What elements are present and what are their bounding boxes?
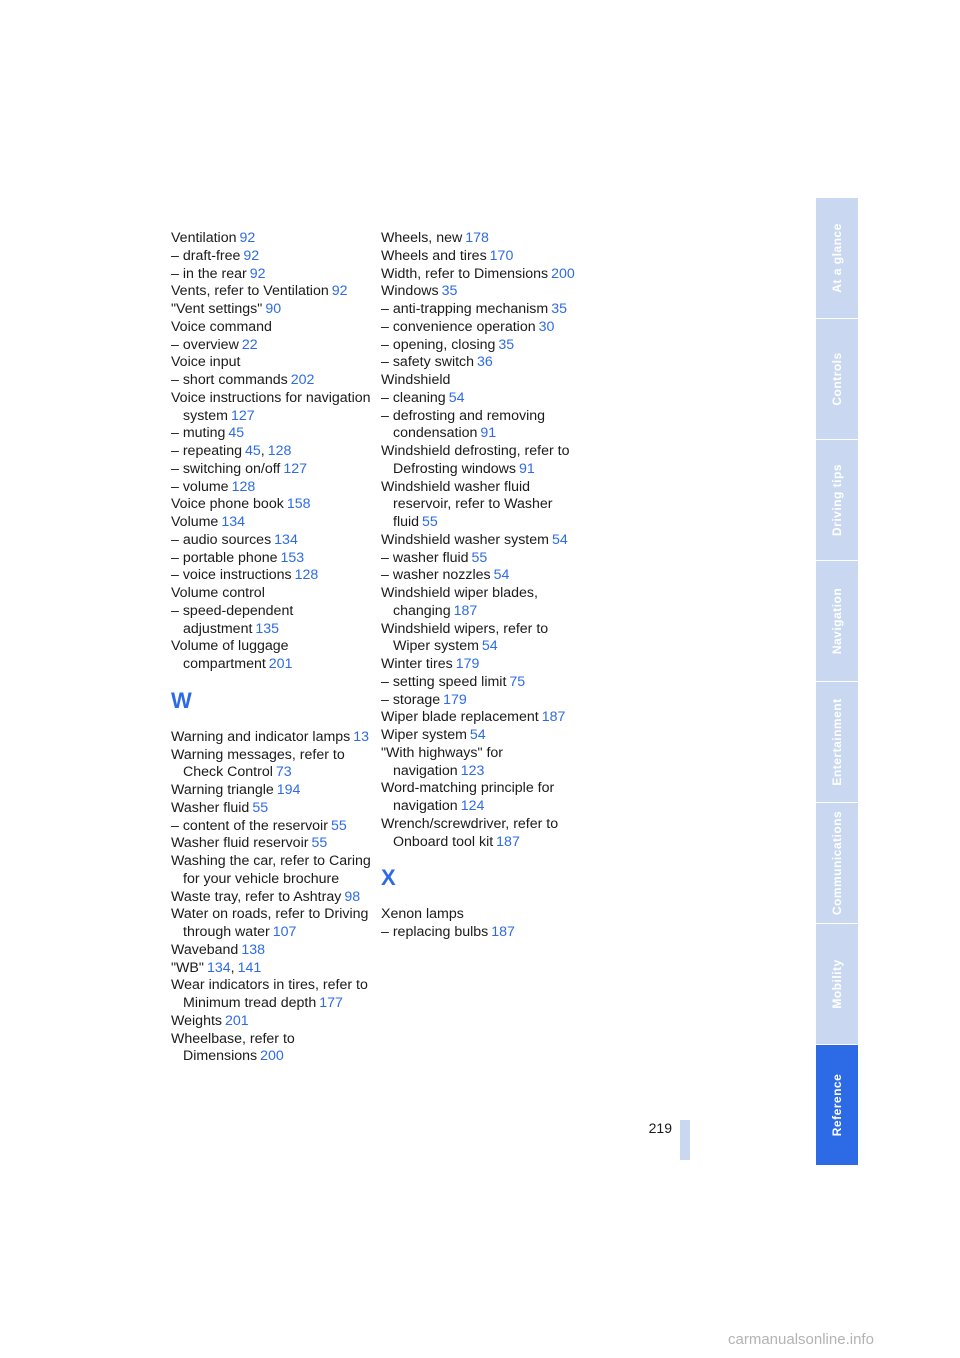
index-entry <box>171 283 371 301</box>
entry-text: Wear indicators in tires, refer to Minimum tread depth <box>171 977 368 1011</box>
tab-entertainment[interactable] <box>816 682 858 802</box>
entry-text: – replacing bulbs <box>381 924 489 940</box>
index-entry <box>171 390 371 426</box>
tab-label: Mobility <box>830 959 844 1009</box>
page-link[interactable]: 187 <box>453 602 478 619</box>
tab-label: At a glance <box>830 223 844 293</box>
page-link[interactable]: 54 <box>493 567 510 584</box>
entry-text: Windshield <box>381 372 451 388</box>
page-link[interactable]: 127 <box>230 407 255 424</box>
index-entry <box>381 656 581 674</box>
entry-text: – draft-free <box>171 247 241 264</box>
page-link[interactable]: 107 <box>272 924 297 940</box>
entry-text: Washer fluid <box>171 799 250 816</box>
entry-text: Waste tray, refer to Ashtray <box>171 888 342 905</box>
index-column-2 <box>381 230 581 942</box>
index-entry <box>381 319 581 337</box>
index-entry <box>171 532 371 550</box>
tab-label: Reference <box>830 1073 844 1137</box>
entry-text: – content of the reservoir <box>171 817 328 834</box>
index-entry <box>171 889 371 907</box>
index-entry <box>171 585 371 603</box>
page-link[interactable]: 128 <box>231 478 256 495</box>
page-link[interactable]: 98 <box>344 888 361 905</box>
index-entry <box>381 248 581 266</box>
index-entry <box>381 301 581 319</box>
index-entry <box>171 319 371 337</box>
index-entry <box>381 924 581 942</box>
page-link[interactable]: 73 <box>275 764 292 781</box>
index-entry <box>381 230 581 248</box>
index-entry <box>381 266 581 284</box>
entry-text: Width, refer to Dimensions <box>381 265 549 282</box>
index-entry <box>171 603 371 639</box>
page-link[interactable]: 55 <box>311 835 328 852</box>
index-entry <box>171 266 371 284</box>
page-link[interactable]: 153 <box>280 549 305 566</box>
entry-text: Wrench/screwdriver, refer to Onboard tool kit <box>381 815 559 850</box>
tab-label: Communications <box>830 810 844 916</box>
entry-text: Windows <box>381 283 439 300</box>
page-link[interactable]: 134 <box>274 531 298 548</box>
entry-text: Washer fluid reservoir <box>171 835 309 852</box>
entry-text: Voice command <box>171 318 272 335</box>
index-entry <box>171 729 371 747</box>
index-entry <box>171 747 371 783</box>
page-link[interactable]: 202 <box>290 372 315 388</box>
index-entry <box>171 1013 371 1031</box>
entry-text: "With highways" for navigation <box>381 744 504 779</box>
tab-at-a-glance[interactable] <box>816 198 858 318</box>
page-link[interactable]: 200 <box>260 1048 284 1065</box>
index-entry <box>381 283 581 301</box>
page-link[interactable]: 200 <box>551 265 575 282</box>
page-link[interactable]: 90 <box>265 301 282 317</box>
page-link[interactable]: 177 <box>319 995 343 1011</box>
entry-text: Word-matching principle for navigation <box>381 780 555 814</box>
page-link[interactable]: 75 <box>509 673 526 690</box>
index-entry: "WB" 134, 141 <box>171 959 262 976</box>
tab-label: Driving tips <box>830 463 844 537</box>
entry-text: Windshield washer fluid reservoir, refer to Washer fluid <box>381 478 553 530</box>
index-entry <box>381 906 581 924</box>
page-link[interactable]: 55 <box>471 549 488 566</box>
index-entry <box>171 567 371 585</box>
entry-text: – audio sources <box>171 531 272 548</box>
page-link[interactable]: 179 <box>443 691 467 708</box>
entry-text: – volume <box>171 478 229 495</box>
page-link[interactable]: 91 <box>519 460 535 477</box>
index-entry <box>171 782 371 800</box>
entry-text: – short commands <box>171 372 288 388</box>
entry-text: Xenon lamps <box>381 906 464 923</box>
page-link[interactable]: 138 <box>241 941 265 958</box>
index-entry <box>381 727 581 745</box>
entry-text: – setting speed limit <box>381 673 507 690</box>
chapter-tabs <box>816 198 858 1166</box>
index-entry <box>171 835 371 853</box>
entry-text: – cleaning <box>381 389 446 406</box>
page-link[interactable]: 55 <box>330 817 347 834</box>
entry-text: – anti-trapping mechanism <box>381 301 549 317</box>
entry-text: Vents, refer to Ventilation <box>171 283 329 300</box>
page-link[interactable]: 187 <box>496 833 520 850</box>
index-entry <box>381 567 581 585</box>
index-entry <box>171 248 371 266</box>
tab-navigation[interactable] <box>816 561 858 681</box>
index-entry <box>381 621 581 657</box>
index-entry <box>171 514 371 532</box>
index-entry <box>171 942 371 960</box>
entry-text: Voice input <box>171 354 241 371</box>
entry-text: Windshield wiper blades, changing <box>381 585 538 619</box>
entry-text: – defrosting and removing condensation <box>381 407 546 442</box>
section-heading: X <box>381 865 396 891</box>
entry-text: Voice phone book <box>171 496 284 513</box>
entry-text: Wheelbase, refer to Dimensions <box>171 1030 295 1065</box>
page-link[interactable]: 54 <box>469 727 486 743</box>
entry-text: – in the rear <box>171 265 247 282</box>
tab-communications[interactable] <box>816 803 858 923</box>
index-entry <box>381 390 581 408</box>
page-link[interactable]: 13 <box>353 728 370 745</box>
tab-reference[interactable] <box>816 1045 858 1165</box>
entry-text: Ventilation <box>171 230 237 246</box>
page-link[interactable]: 54 <box>551 531 568 548</box>
page-link[interactable]: 92 <box>331 283 348 300</box>
entry-text: – muting <box>171 425 226 442</box>
page-number-bar <box>680 1120 690 1160</box>
page-link[interactable]: 141 <box>237 959 262 976</box>
page-link[interactable]: 55 <box>252 799 269 816</box>
page-link[interactable]: 55 <box>422 514 438 530</box>
page-link[interactable]: 123 <box>460 762 485 779</box>
index-entry <box>171 461 371 479</box>
entry-text: Wheels, new <box>381 230 463 246</box>
index-entry <box>171 906 371 942</box>
entry-text: Warning messages, refer to Check Control <box>171 746 345 781</box>
index-entry <box>381 780 581 816</box>
entry-text: – overview <box>171 336 239 353</box>
page-link[interactable]: 194 <box>276 782 301 798</box>
index-entry <box>381 709 581 727</box>
entry-text: Washing the car, refer to Caring for your vehicle brochure <box>171 853 371 887</box>
entry-text: Volume <box>171 514 219 530</box>
entry-text: Windshield washer system <box>381 531 549 548</box>
entry-text: Windshield wipers, refer to Wiper system <box>381 620 549 655</box>
index-entry <box>171 977 371 1013</box>
page-link[interactable]: 36 <box>477 354 493 371</box>
index-entry <box>381 337 581 355</box>
page-link[interactable]: 35 <box>498 336 515 353</box>
tab-driving-tips[interactable] <box>816 440 858 560</box>
entry-text: – convenience operation <box>381 318 536 335</box>
index-entry <box>171 479 371 497</box>
page-number: 219 <box>648 1120 672 1136</box>
entry-text: Wheels and tires <box>381 247 487 264</box>
index-entry <box>381 550 581 568</box>
entry-text: Warning and indicator lamps <box>171 728 351 745</box>
page-link[interactable]: 201 <box>268 656 293 672</box>
page-link[interactable]: 179 <box>455 656 480 672</box>
tab-label: Entertainment <box>830 698 844 786</box>
entry-text: – washer fluid <box>381 549 469 566</box>
index-entry <box>381 585 581 621</box>
entry-text: "Vent settings" <box>171 301 263 317</box>
tab-label: Controls <box>830 352 844 406</box>
page-link[interactable]: 30 <box>538 318 555 335</box>
index-entry <box>171 818 371 836</box>
tab-label: Navigation <box>830 587 844 655</box>
entry-text: – safety switch <box>381 354 475 371</box>
entry-text: – voice instructions <box>171 567 292 584</box>
entry-text: – switching on/off <box>171 460 281 477</box>
page-link[interactable]: 127 <box>283 460 308 477</box>
entry-text: Volume control <box>171 585 265 601</box>
footer-watermark: carmanualsonline.info <box>728 1331 874 1348</box>
index-entry <box>171 638 371 674</box>
page-link[interactable]: 45 <box>228 425 245 442</box>
index-entry <box>381 816 581 852</box>
entry-text: Winter tires <box>381 656 453 672</box>
page-link[interactable]: 92 <box>249 265 266 282</box>
index-entry <box>381 354 581 372</box>
index-entry <box>171 550 371 568</box>
page-link[interactable]: 22 <box>241 336 258 353</box>
index-entry <box>381 745 581 781</box>
section-heading: W <box>171 687 192 713</box>
index-entry <box>171 800 371 818</box>
index-column-1 <box>171 230 371 1066</box>
index-entry <box>171 301 371 319</box>
page-link[interactable]: 187 <box>491 924 515 940</box>
entry-text: Waveband <box>171 941 239 958</box>
page-link[interactable]: 92 <box>239 230 256 246</box>
entry-text: – repeating <box>171 443 242 459</box>
index-entry <box>381 443 581 479</box>
index-entry <box>171 372 371 390</box>
entry-text: Warning triangle <box>171 782 274 798</box>
tab-controls[interactable] <box>816 319 858 439</box>
page-link[interactable]: 91 <box>480 425 497 442</box>
entry-text: – portable phone <box>171 549 278 566</box>
entry-text: "WB" <box>171 959 204 976</box>
index-entry <box>381 479 581 532</box>
index-entry <box>171 1031 371 1067</box>
page-link[interactable]: 128 <box>294 567 319 584</box>
index-entry <box>171 425 371 443</box>
index-entry <box>381 408 581 444</box>
index-entry <box>381 532 581 550</box>
page-link[interactable]: 178 <box>465 230 489 246</box>
page-link[interactable]: 45 <box>245 443 261 459</box>
page-link[interactable]: 135 <box>255 620 280 637</box>
page-link[interactable]: 35 <box>551 301 567 317</box>
entry-text: Voice instructions for navigation system <box>171 389 371 424</box>
page-link[interactable]: 158 <box>286 496 311 513</box>
entry-text: – speed-dependent adjustment <box>171 602 294 637</box>
entry-text: – storage <box>381 691 441 708</box>
entry-text: Volume of luggage compartment <box>171 638 289 672</box>
index-entry <box>381 674 581 692</box>
entry-text: – opening, closing <box>381 336 496 353</box>
page-link[interactable]: 124 <box>460 798 485 814</box>
entry-text: Wiper system <box>381 727 467 743</box>
page-link[interactable]: 54 <box>448 389 465 406</box>
index-entry <box>171 496 371 514</box>
page-link[interactable]: 187 <box>541 709 566 726</box>
index-entry <box>381 692 581 710</box>
index-entry: – repeating 45, 128 <box>171 443 292 459</box>
page-link[interactable]: 170 <box>489 247 514 264</box>
entry-text: – washer nozzles <box>381 567 491 584</box>
page-link[interactable]: 35 <box>441 283 458 300</box>
page-link[interactable]: 201 <box>225 1012 249 1029</box>
entry-text: Wiper blade replacement <box>381 709 539 726</box>
page-link[interactable]: 54 <box>481 638 498 655</box>
entry-text: Weights <box>171 1012 222 1029</box>
index-entry <box>171 337 371 355</box>
page-link[interactable]: 134 <box>221 514 245 530</box>
page-link[interactable]: 134 <box>206 959 231 976</box>
page-link[interactable]: 92 <box>243 247 260 264</box>
index-entry <box>171 354 371 372</box>
index-entry <box>171 230 371 248</box>
entry-text: Water on roads, refer to Driving through water <box>171 906 369 940</box>
entry-text: Windshield defrosting, refer to Defrosting windows <box>381 443 570 477</box>
index-entry <box>381 372 581 390</box>
page-link[interactable]: 128 <box>267 443 292 459</box>
tab-mobility[interactable] <box>816 924 858 1044</box>
index-entry <box>171 853 371 889</box>
